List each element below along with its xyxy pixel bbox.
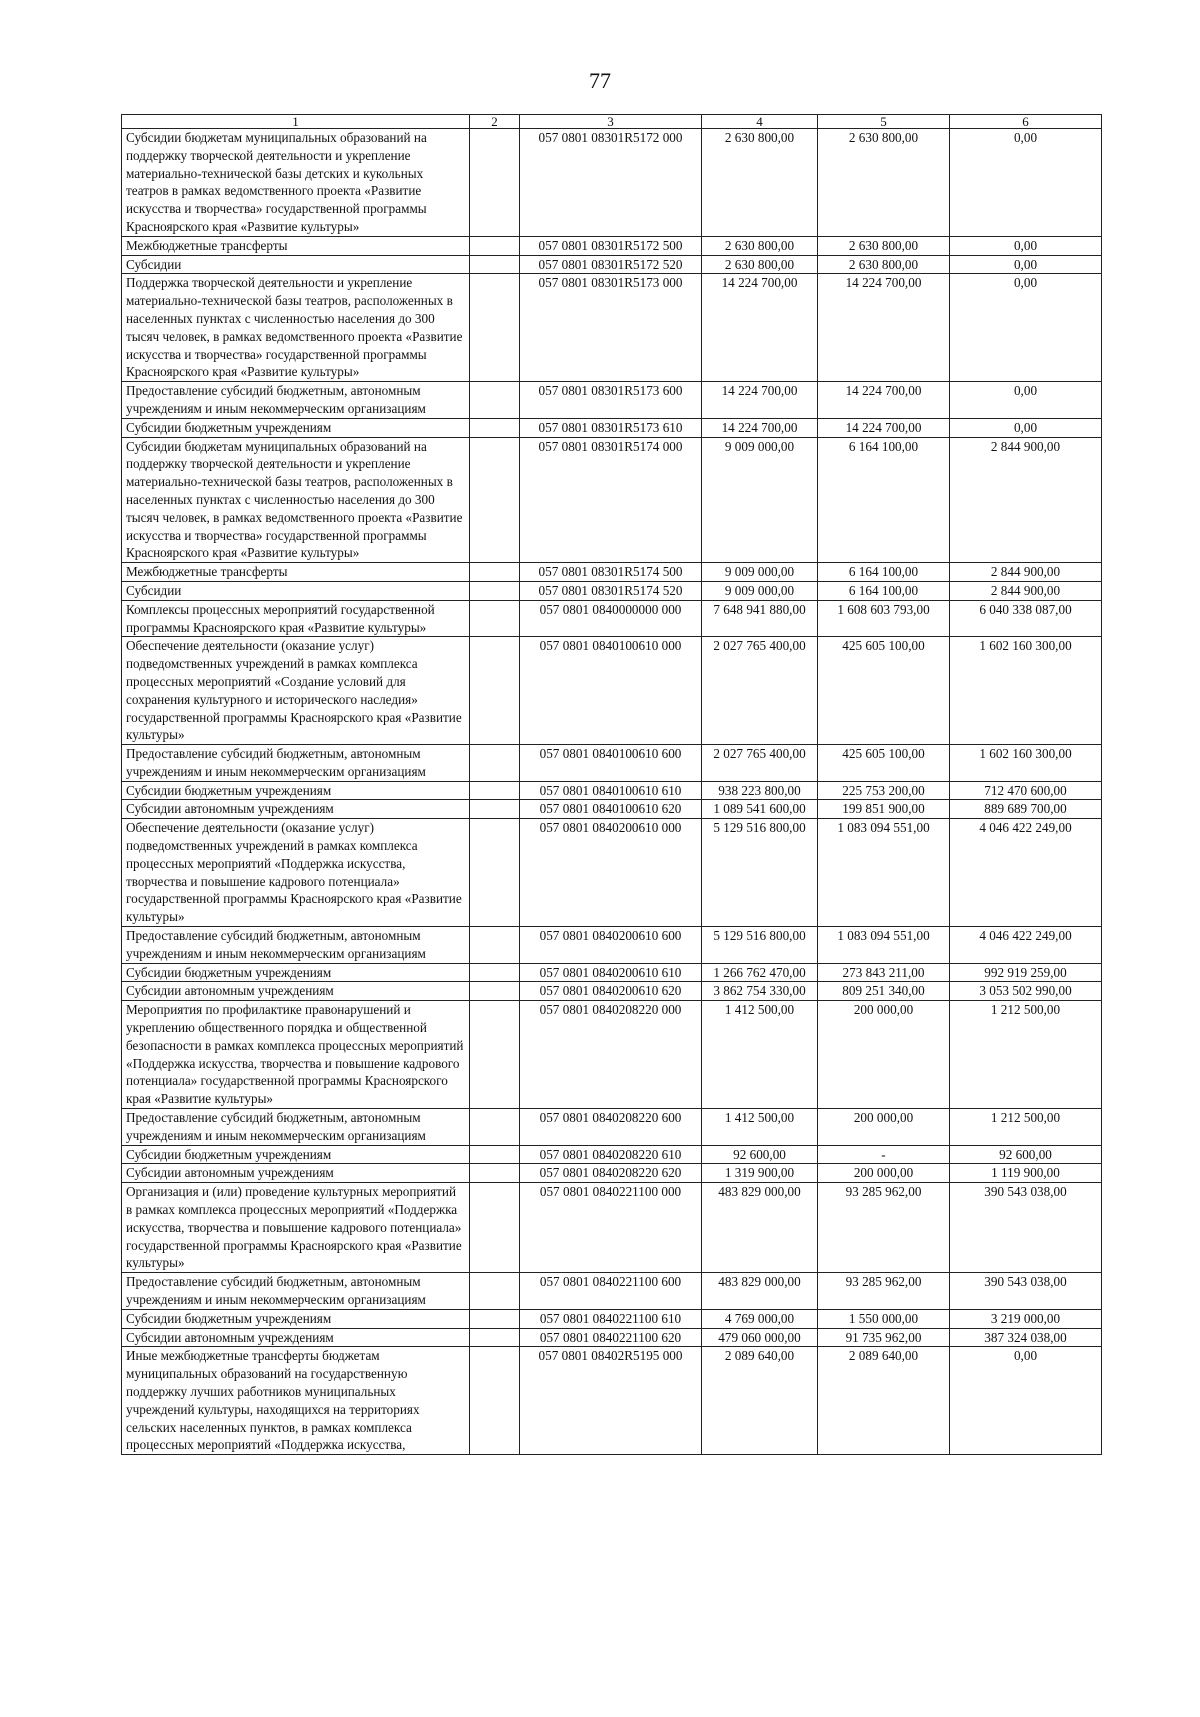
- row-name-cell: Комплексы процессных мероприятий государственной программы Красноярского края «Развитие культуры»: [122, 600, 470, 637]
- table-row: [122, 1328, 1102, 1347]
- row-value-col5: 93 285 962,00: [818, 1183, 950, 1273]
- row-code-cell: 057 0801 08301R5172 520: [520, 255, 702, 274]
- table-row: [122, 819, 1102, 927]
- column-header: 3: [520, 115, 702, 129]
- row-value-col6: 0,00: [950, 418, 1102, 437]
- column-header: 4: [702, 115, 818, 129]
- row-value-col6: 0,00: [950, 1347, 1102, 1455]
- table-row: [122, 1347, 1102, 1455]
- row-col2-cell: [470, 745, 520, 782]
- row-value-col4: 4 769 000,00: [702, 1309, 818, 1328]
- row-code-cell: 057 0801 08301R5172 000: [520, 129, 702, 237]
- row-code-cell: 057 0801 08301R5173 610: [520, 418, 702, 437]
- row-code-cell: 057 0801 08402R5195 000: [520, 1347, 702, 1455]
- row-col2-cell: [470, 1001, 520, 1109]
- row-name-cell: Субсидии автономным учреждениям: [122, 800, 470, 819]
- row-value-col5: 2 089 640,00: [818, 1347, 950, 1455]
- row-name-cell: Субсидии автономным учреждениям: [122, 1164, 470, 1183]
- row-value-col4: 1 412 500,00: [702, 1001, 818, 1109]
- row-value-col4: 14 224 700,00: [702, 274, 818, 382]
- row-value-col4: 2 630 800,00: [702, 255, 818, 274]
- column-header: 2: [470, 115, 520, 129]
- table-row: [122, 563, 1102, 582]
- row-value-col4: 1 319 900,00: [702, 1164, 818, 1183]
- column-header: 6: [950, 115, 1102, 129]
- row-code-cell: 057 0801 08301R5172 500: [520, 236, 702, 255]
- row-col2-cell: [470, 1273, 520, 1310]
- row-name-cell: Субсидии: [122, 255, 470, 274]
- row-code-cell: 057 0801 0840221100 000: [520, 1183, 702, 1273]
- row-col2-cell: [470, 1309, 520, 1328]
- row-value-col4: 938 223 800,00: [702, 781, 818, 800]
- table-row: [122, 1164, 1102, 1183]
- row-name-cell: Субсидии бюджетным учреждениям: [122, 963, 470, 982]
- row-value-col5: 200 000,00: [818, 1164, 950, 1183]
- row-code-cell: 057 0801 0840000000 000: [520, 600, 702, 637]
- row-value-col6: 0,00: [950, 382, 1102, 419]
- row-code-cell: 057 0801 0840100610 620: [520, 800, 702, 819]
- table-row: [122, 1309, 1102, 1328]
- row-value-col5: 14 224 700,00: [818, 274, 950, 382]
- row-value-col4: 5 129 516 800,00: [702, 819, 818, 927]
- row-value-col6: 390 543 038,00: [950, 1273, 1102, 1310]
- row-value-col4: 3 862 754 330,00: [702, 982, 818, 1001]
- row-value-col5: 6 164 100,00: [818, 437, 950, 563]
- row-value-col5: 1 550 000,00: [818, 1309, 950, 1328]
- row-col2-cell: [470, 581, 520, 600]
- row-value-col5: 1 608 603 793,00: [818, 600, 950, 637]
- table-row: [122, 927, 1102, 964]
- row-code-cell: 057 0801 08301R5173 000: [520, 274, 702, 382]
- table-row: [122, 963, 1102, 982]
- row-name-cell: Иные межбюджетные трансферты бюджетам муниципальных образований на государственную поддержку лучших работников муниципальных учреждений культуры, находящихся на территориях сельских населенных пунктов, в рамках комплекса процессных мероприятий «Поддержка искусства,: [122, 1347, 470, 1455]
- row-col2-cell: [470, 963, 520, 982]
- row-value-col4: 1 266 762 470,00: [702, 963, 818, 982]
- row-value-col4: 2 027 765 400,00: [702, 637, 818, 745]
- row-code-cell: 057 0801 08301R5174 500: [520, 563, 702, 582]
- row-value-col4: 5 129 516 800,00: [702, 927, 818, 964]
- row-value-col6: 712 470 600,00: [950, 781, 1102, 800]
- table-row: [122, 418, 1102, 437]
- row-value-col4: 479 060 000,00: [702, 1328, 818, 1347]
- column-header: 1: [122, 115, 470, 129]
- row-col2-cell: [470, 236, 520, 255]
- table-row: [122, 800, 1102, 819]
- row-col2-cell: [470, 637, 520, 745]
- row-name-cell: Субсидии автономным учреждениям: [122, 982, 470, 1001]
- budget-table: [121, 114, 1102, 1455]
- table-row: [122, 129, 1102, 237]
- row-value-col4: 483 829 000,00: [702, 1183, 818, 1273]
- page-number: 77: [589, 68, 611, 93]
- column-header: 5: [818, 115, 950, 129]
- row-code-cell: 057 0801 0840221100 620: [520, 1328, 702, 1347]
- row-name-cell: Поддержка творческой деятельности и укрепление материально-технической базы театров, расположенных в населенных пунктах с численностью населения до 300 тысяч человек, в рамках ведомственного проекта «Развитие искусства и творчества» государственной программы Красноярского края «Развитие культуры»: [122, 274, 470, 382]
- row-value-col4: 9 009 000,00: [702, 563, 818, 582]
- row-value-col4: 483 829 000,00: [702, 1273, 818, 1310]
- row-col2-cell: [470, 982, 520, 1001]
- row-value-col4: 2 630 800,00: [702, 236, 818, 255]
- row-name-cell: Предоставление субсидий бюджетным, автономным учреждениям и иным некоммерческим организациям: [122, 927, 470, 964]
- table-row: [122, 1109, 1102, 1146]
- row-value-col5: 200 000,00: [818, 1001, 950, 1109]
- table-row: [122, 781, 1102, 800]
- row-col2-cell: [470, 382, 520, 419]
- row-value-col4: 9 009 000,00: [702, 581, 818, 600]
- row-name-cell: Обеспечение деятельности (оказание услуг) подведомственных учреждений в рамках комплекса процессных мероприятий «Поддержка искусства, творчества и повышение кадрового потенциала» государственной программы Красноярского края «Развитие культуры»: [122, 819, 470, 927]
- row-value-col5: 2 630 800,00: [818, 236, 950, 255]
- row-name-cell: Межбюджетные трансферты: [122, 563, 470, 582]
- row-name-cell: Организация и (или) проведение культурных мероприятий в рамках комплекса процессных мероприятий «Поддержка искусства, творчества и повышение кадрового потенциала» государственной программы Красноярского края «Развитие культуры»: [122, 1183, 470, 1273]
- table-row: [122, 236, 1102, 255]
- row-value-col6: 889 689 700,00: [950, 800, 1102, 819]
- row-value-col6: 2 844 900,00: [950, 581, 1102, 600]
- row-value-col4: 14 224 700,00: [702, 382, 818, 419]
- row-value-col5: 1 083 094 551,00: [818, 819, 950, 927]
- table-row: [122, 1273, 1102, 1310]
- row-value-col4: 9 009 000,00: [702, 437, 818, 563]
- table-row: [122, 274, 1102, 382]
- row-col2-cell: [470, 1109, 520, 1146]
- row-value-col6: 1 212 500,00: [950, 1109, 1102, 1146]
- row-code-cell: 057 0801 0840221100 610: [520, 1309, 702, 1328]
- row-value-col6: 1 602 160 300,00: [950, 637, 1102, 745]
- row-name-cell: Предоставление субсидий бюджетным, автономным учреждениям и иным некоммерческим организациям: [122, 1273, 470, 1310]
- row-value-col5: 14 224 700,00: [818, 382, 950, 419]
- table-body: [122, 129, 1102, 1455]
- row-name-cell: Субсидии бюджетным учреждениям: [122, 781, 470, 800]
- row-value-col5: 14 224 700,00: [818, 418, 950, 437]
- row-col2-cell: [470, 1328, 520, 1347]
- row-name-cell: Предоставление субсидий бюджетным, автономным учреждениям и иным некоммерческим организациям: [122, 1109, 470, 1146]
- table-row: [122, 1183, 1102, 1273]
- row-value-col5: 6 164 100,00: [818, 581, 950, 600]
- row-code-cell: 057 0801 0840208220 000: [520, 1001, 702, 1109]
- row-value-col5: 199 851 900,00: [818, 800, 950, 819]
- row-code-cell: 057 0801 0840200610 600: [520, 927, 702, 964]
- row-name-cell: Предоставление субсидий бюджетным, автономным учреждениям и иным некоммерческим организациям: [122, 382, 470, 419]
- row-value-col5: 2 630 800,00: [818, 129, 950, 237]
- row-value-col5: 91 735 962,00: [818, 1328, 950, 1347]
- row-col2-cell: [470, 1145, 520, 1164]
- row-value-col6: 0,00: [950, 129, 1102, 237]
- row-code-cell: 057 0801 0840221100 600: [520, 1273, 702, 1310]
- row-col2-cell: [470, 1183, 520, 1273]
- row-value-col5: -: [818, 1145, 950, 1164]
- row-col2-cell: [470, 1347, 520, 1455]
- row-code-cell: 057 0801 08301R5174 520: [520, 581, 702, 600]
- row-value-col4: 2 630 800,00: [702, 129, 818, 237]
- row-value-col6: 1 212 500,00: [950, 1001, 1102, 1109]
- row-name-cell: Субсидии автономным учреждениям: [122, 1328, 470, 1347]
- row-name-cell: Субсидии: [122, 581, 470, 600]
- row-value-col6: 1 602 160 300,00: [950, 745, 1102, 782]
- row-col2-cell: [470, 418, 520, 437]
- row-col2-cell: [470, 927, 520, 964]
- row-col2-cell: [470, 600, 520, 637]
- row-value-col4: 2 089 640,00: [702, 1347, 818, 1455]
- table-row: [122, 982, 1102, 1001]
- table-row: [122, 600, 1102, 637]
- row-value-col6: 0,00: [950, 255, 1102, 274]
- row-col2-cell: [470, 1164, 520, 1183]
- row-code-cell: 057 0801 0840200610 610: [520, 963, 702, 982]
- row-value-col5: 2 630 800,00: [818, 255, 950, 274]
- row-value-col4: 2 027 765 400,00: [702, 745, 818, 782]
- row-col2-cell: [470, 437, 520, 563]
- row-col2-cell: [470, 563, 520, 582]
- row-value-col4: 1 412 500,00: [702, 1109, 818, 1146]
- row-value-col6: 6 040 338 087,00: [950, 600, 1102, 637]
- table-row: [122, 745, 1102, 782]
- row-name-cell: Обеспечение деятельности (оказание услуг) подведомственных учреждений в рамках комплекса процессных мероприятий «Создание условий для сохранения культурного и исторического наследия» государственной программы Красноярского края «Развитие культуры»: [122, 637, 470, 745]
- row-code-cell: 057 0801 0840208220 620: [520, 1164, 702, 1183]
- table-row: [122, 255, 1102, 274]
- row-col2-cell: [470, 800, 520, 819]
- table-row: [122, 1145, 1102, 1164]
- row-value-col6: 3 219 000,00: [950, 1309, 1102, 1328]
- row-code-cell: 057 0801 08301R5173 600: [520, 382, 702, 419]
- row-value-col6: 4 046 422 249,00: [950, 927, 1102, 964]
- row-value-col5: 425 605 100,00: [818, 745, 950, 782]
- row-name-cell: Межбюджетные трансферты: [122, 236, 470, 255]
- row-code-cell: 057 0801 0840208220 610: [520, 1145, 702, 1164]
- table-row: [122, 581, 1102, 600]
- header-row: [122, 115, 1102, 129]
- row-code-cell: 057 0801 0840100610 600: [520, 745, 702, 782]
- row-name-cell: Субсидии бюджетным учреждениям: [122, 418, 470, 437]
- row-value-col4: 14 224 700,00: [702, 418, 818, 437]
- row-value-col6: 390 543 038,00: [950, 1183, 1102, 1273]
- row-value-col6: 0,00: [950, 274, 1102, 382]
- row-value-col5: 273 843 211,00: [818, 963, 950, 982]
- row-code-cell: 057 0801 08301R5174 000: [520, 437, 702, 563]
- row-value-col5: 6 164 100,00: [818, 563, 950, 582]
- row-code-cell: 057 0801 0840100610 000: [520, 637, 702, 745]
- row-value-col6: 1 119 900,00: [950, 1164, 1102, 1183]
- table-row: [122, 1001, 1102, 1109]
- row-col2-cell: [470, 129, 520, 237]
- row-name-cell: Мероприятия по профилактике правонарушений и укреплению общественного порядка и общественной безопасности в рамках комплекса процессных мероприятий «Поддержка искусства, творчества и повышение кадрового потенциала» государственной программы Красноярского края «Развитие культуры»: [122, 1001, 470, 1109]
- row-value-col6: 387 324 038,00: [950, 1328, 1102, 1347]
- row-value-col4: 92 600,00: [702, 1145, 818, 1164]
- row-value-col5: 200 000,00: [818, 1109, 950, 1146]
- row-value-col5: 93 285 962,00: [818, 1273, 950, 1310]
- table-row: [122, 382, 1102, 419]
- row-value-col6: 4 046 422 249,00: [950, 819, 1102, 927]
- row-col2-cell: [470, 274, 520, 382]
- row-col2-cell: [470, 819, 520, 927]
- row-code-cell: 057 0801 0840208220 600: [520, 1109, 702, 1146]
- row-value-col5: 225 753 200,00: [818, 781, 950, 800]
- row-name-cell: Субсидии бюджетам муниципальных образований на поддержку творческой деятельности и укрепление материально-технической базы детских и кукольных театров в рамках ведомственного проекта «Развитие искусства и творчества» государственной программы Красноярского края «Развитие культуры»: [122, 129, 470, 237]
- row-name-cell: Предоставление субсидий бюджетным, автономным учреждениям и иным некоммерческим организациям: [122, 745, 470, 782]
- row-name-cell: Субсидии бюджетным учреждениям: [122, 1309, 470, 1328]
- row-code-cell: 057 0801 0840200610 000: [520, 819, 702, 927]
- row-col2-cell: [470, 781, 520, 800]
- row-name-cell: Субсидии бюджетам муниципальных образований на поддержку творческой деятельности и укрепление материально-технической базы театров, расположенных в населенных пунктах с численностью населения до 300 тысяч человек, в рамках ведомственного проекта «Развитие искусства и творчества» государственной программы Красноярского края «Развитие культуры»: [122, 437, 470, 563]
- row-value-col5: 425 605 100,00: [818, 637, 950, 745]
- row-col2-cell: [470, 255, 520, 274]
- table-row: [122, 637, 1102, 745]
- row-value-col4: 7 648 941 880,00: [702, 600, 818, 637]
- row-value-col6: 2 844 900,00: [950, 563, 1102, 582]
- row-value-col6: 0,00: [950, 236, 1102, 255]
- table-row: [122, 437, 1102, 563]
- row-value-col6: 92 600,00: [950, 1145, 1102, 1164]
- row-code-cell: 057 0801 0840200610 620: [520, 982, 702, 1001]
- row-value-col6: 992 919 259,00: [950, 963, 1102, 982]
- row-value-col6: 3 053 502 990,00: [950, 982, 1102, 1001]
- row-value-col5: 809 251 340,00: [818, 982, 950, 1001]
- row-code-cell: 057 0801 0840100610 610: [520, 781, 702, 800]
- row-value-col5: 1 083 094 551,00: [818, 927, 950, 964]
- row-value-col6: 2 844 900,00: [950, 437, 1102, 563]
- row-value-col4: 1 089 541 600,00: [702, 800, 818, 819]
- row-name-cell: Субсидии бюджетным учреждениям: [122, 1145, 470, 1164]
